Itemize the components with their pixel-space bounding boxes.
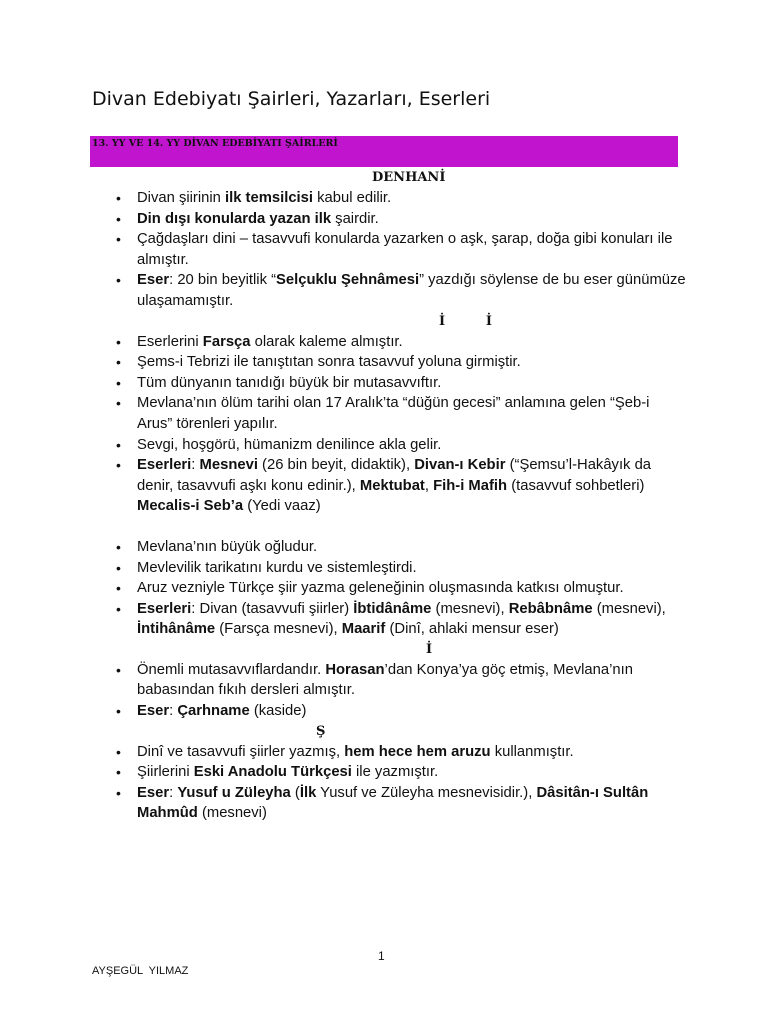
bold-text: Divan-ı Kebir <box>414 457 506 474</box>
text-segment: ’dan Konya’ya göç etmiş, Mevlana’nın babasından fıkıh dersleri almıştır. <box>137 661 633 699</box>
bold-text: Din dışı konularda yazan ilk <box>137 210 332 227</box>
list-item <box>92 701 688 722</box>
text-segment: (Dinî, ahlaki mensur eser) <box>385 621 559 638</box>
bold-text: Çarhname <box>177 703 250 720</box>
text-segment: (Yedi vaaz) <box>243 498 321 515</box>
text-segment: (tasavvuf sohbetleri) <box>507 477 645 494</box>
text-segment: Aruz vezniyle Türkçe şiir yazma geleneğinin oluşmasında katkısı olmuştur. <box>137 580 624 597</box>
text-segment: Şems-i Tebrizi ile tanıştıtan sonra tasavvuf yoluna girmiştir. <box>137 354 521 371</box>
page-number: 1 <box>378 949 385 963</box>
bold-text: Maarif <box>341 621 386 638</box>
text-segment: : Divan (tasavvufi şiirler) <box>191 600 354 617</box>
bold-text: İbtidânâme <box>353 600 432 617</box>
section-banner <box>90 136 678 167</box>
text-segment: (26 bin beyit, didaktik), <box>257 457 415 474</box>
page-title: Divan Edebiyatı Şairleri, Yazarları, Eserleri <box>92 88 491 110</box>
bold-text: Mesnevi <box>199 457 258 474</box>
bold-text: İlk <box>299 784 317 801</box>
list-item <box>92 578 688 599</box>
list-item <box>92 742 688 763</box>
section-heading-burhaneddin: İ <box>426 641 433 657</box>
list-item <box>92 435 688 456</box>
list-item <box>92 783 688 824</box>
text-segment: (mesnevi), <box>431 600 509 617</box>
text-segment: : 20 bin beyitlik “ <box>169 272 277 289</box>
list-item <box>92 270 688 311</box>
text-segment: (mesnevi), <box>592 600 666 617</box>
bullet-list <box>92 537 688 640</box>
text-segment: ” yazdığı söylense de bu eser günümüze ulaşamamıştır. <box>137 272 686 309</box>
list-item <box>92 660 688 701</box>
list-item <box>92 373 688 394</box>
text-segment: : <box>169 784 178 801</box>
text-segment: : <box>191 457 200 474</box>
section-heading-mevlana: İ İ <box>439 313 492 329</box>
bullet-list <box>92 332 688 517</box>
list-item <box>92 599 688 640</box>
text-segment: Çağdaşları dini – tasavvufi konularda yazarken o aşk, şarap, doğa gibi konuları ile almıştır. <box>137 231 673 268</box>
bold-text: Selçuklu Şehnâmesi <box>276 272 420 289</box>
text-segment: (“Şemsu’l-Hakâyık da denir, tasavvufi aşkı konu edinir.), <box>137 457 652 494</box>
text-segment: Dinî ve tasavvufi şiirler yazmış, <box>137 743 345 760</box>
text-segment: Önemli mutasavvıflardandır. <box>137 661 326 678</box>
bold-text: Horasan <box>325 661 385 678</box>
list-item <box>92 558 688 579</box>
list-item <box>92 455 688 517</box>
bold-text: Eserleri <box>137 600 192 617</box>
text-segment: (Farsça mesnevi), <box>215 621 342 638</box>
banner-text: 13. YY VE 14. YY DİVAN EDEBİYATI ŞAİRLERİ <box>92 138 338 149</box>
bold-text: Rebâbnâme <box>508 600 593 617</box>
bold-text: Fih-i Mafih <box>433 477 508 494</box>
bold-text: Mecalis-i Seb’a <box>137 498 244 515</box>
text-segment: Mevlevilik tarikatını kurdu ve sistemleştirdi. <box>137 559 417 576</box>
list-item <box>92 537 688 558</box>
bold-text: Eser <box>137 784 170 801</box>
bold-text: Eserleri <box>137 457 192 474</box>
section-heading-seyyad-hamza: Ş <box>316 723 326 739</box>
text-segment: olarak kaleme almıştır. <box>250 333 403 350</box>
text-segment: : <box>169 703 178 720</box>
text-segment: Mevlana’nın ölüm tarihi olan 17 Aralık’ta “düğün gecesi” anlamına gelen “Şeb-i Arus” törenleri yapılır. <box>137 395 650 432</box>
bold-text: Yusuf u Züleyha <box>177 784 291 801</box>
text-segment: şairdir. <box>331 210 379 227</box>
text-segment: Divan şiirinin <box>137 190 225 206</box>
text-segment: Eserlerini <box>137 333 203 350</box>
document-body <box>92 168 688 824</box>
text-segment: Yusuf ve Züleyha mesnevisidir.), <box>316 784 537 801</box>
list-item <box>92 188 688 209</box>
text-segment: (mesnevi) <box>197 805 267 822</box>
text-segment: kabul edilir. <box>313 190 392 206</box>
text-segment: Tüm dünyanın tanıdığı büyük bir mutasavvıftır. <box>137 374 442 391</box>
bold-text: Mektubat <box>359 477 425 494</box>
bold-text: İntihânâme <box>137 621 216 638</box>
list-item <box>92 229 688 270</box>
bold-text: ilk temsilcisi <box>225 190 314 206</box>
text-segment: Sevgi, hoşgörü, hümanizm denilince akla gelir. <box>137 436 442 453</box>
text-segment: ( <box>290 784 300 801</box>
section-heading-denhani: DENHANİ <box>372 170 446 185</box>
list-item <box>92 352 688 373</box>
bold-text: hem hece hem aruzu <box>344 743 491 760</box>
bullet-list <box>92 188 688 312</box>
text-segment: ile yazmıştır. <box>351 764 439 781</box>
text-segment: kullanmıştır. <box>490 743 574 760</box>
text-segment: , <box>424 477 434 494</box>
bold-text: Dâsitân-ı Sultân Mahmûd <box>137 784 649 822</box>
bold-text: Eski Anadolu Türkçesi <box>193 764 352 781</box>
bold-text: Farsça <box>202 333 251 350</box>
section-spacer <box>92 517 688 537</box>
bold-text: Eser <box>137 703 170 720</box>
text-segment: Şiirlerini <box>137 764 194 781</box>
bold-text: Eser <box>137 272 170 289</box>
list-item <box>92 332 688 353</box>
list-item <box>92 209 688 230</box>
text-segment: (kaside) <box>249 703 307 720</box>
text-segment: Mevlana’nın büyük oğludur. <box>137 538 318 555</box>
bullet-list <box>92 660 688 722</box>
footer-author: AYŞEGÜL YILMAZ <box>92 965 189 977</box>
bullet-list <box>92 742 688 824</box>
list-item <box>92 762 688 783</box>
list-item <box>92 393 688 434</box>
